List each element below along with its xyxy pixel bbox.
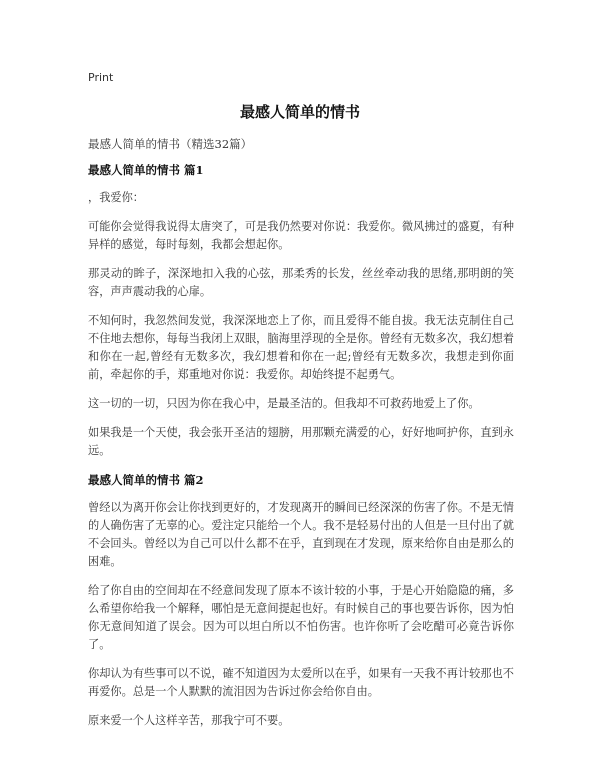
paragraph: 不知何时，我忽然间发觉，我深深地恋上了你，而且爱得不能自拔。我无法克制住自己不住地去想你，每每当我闭上双眼，脑海里浮现的全是你。曾经有无数多次，我幻想着和你在一起,曾经有无数多次，我幻想着和你在一起;曾经有无数多次，我想走到你面前，牵起你的手，郑重地对你说：我爱你。却始终提不起勇气。 (88, 314, 514, 381)
section-heading: 最感人简单的情书 篇1 (88, 163, 204, 177)
page-title: 最感人简单的情书 (239, 103, 360, 121)
section-heading: 最感人简单的情书 篇2 (88, 473, 204, 487)
document-body (88, 161, 514, 741)
section-1 (88, 161, 514, 460)
paragraph: 那灵动的眸子，深深地扣入我的心弦，那柔秀的长发，丝丝牵动我的思绪,那明朗的笑容，声声震动我的心扉。 (88, 267, 514, 298)
paragraph: ，我爱你： (88, 191, 144, 204)
paragraph: 曾经以为离开你会让你找到更好的，才发现离开的瞬间已经深深的伤害了你。不是无情的人确伤害了无辜的心。爱注定只能给一个人。我不是轻易付出的人但是一旦付出了就不会回头。曾经以为自己可以什么都不在乎，直到现在才发现，原来给你自由是那么的困难。 (88, 501, 514, 568)
section-2 (88, 471, 514, 730)
print-link[interactable]: Print (88, 71, 114, 84)
paragraph: 原来爱一个人这样辛苦，那我宁可不要。 (88, 714, 290, 727)
paragraph: 你却认为有些事可以不说，確不知道因为太爱所以在乎，如果有一天我不再计较那也不再爱你。总是一个人默默的流泪因为告诉过你会给你自由。 (88, 667, 514, 698)
document-subtitle: 最感人简单的情书（精选32篇） (88, 137, 253, 151)
paragraph: 这一切的一切，只因为你在我心中，是最圣洁的。但我却不可救药地爱上了你。 (88, 397, 480, 410)
paragraph: 如果我是一个天使，我会张开圣洁的翅膀，用那颗充满爱的心，好好地呵护你，直到永远。 (88, 426, 514, 457)
paragraph: 给了你自由的空间却在不经意间发现了原本不该计较的小事，于是心开始隐隐的痛，多么希望你给我一个解释，哪怕是无意间提起也好。有时候自己的事也要告诉你，因为怕你无意间知道了误会。因为可以坦白所以不怕伤害。也许你听了会吃醋可必竟告诉你了。 (88, 584, 514, 651)
paragraph: 可能你会觉得我说得太唐突了，可是我仍然要对你说：我爱你。微风拂过的盛夏，有种异样的感觉，每时每刻，我都会想起你。 (88, 220, 514, 251)
